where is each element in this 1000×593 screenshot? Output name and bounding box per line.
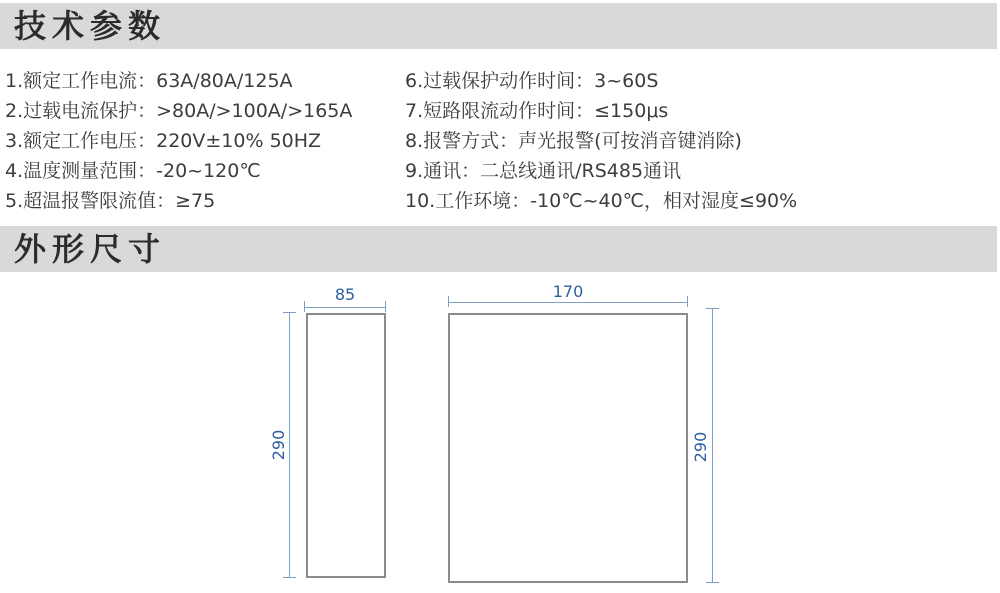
- front-view-height-label: 290: [691, 431, 710, 463]
- param-item: 9.通讯：二总线通讯/RS485通讯: [405, 160, 682, 182]
- dim-tick: [283, 312, 296, 313]
- side-view-outline: [306, 313, 386, 578]
- param-item: 5.超温报警限流值：≥75: [5, 190, 216, 212]
- param-item: 4.温度测量范围：-20~120℃: [5, 160, 261, 182]
- dim-tick: [283, 577, 296, 578]
- section-header-tech-params: [0, 3, 997, 49]
- tech-params-left-column: [5, 66, 352, 216]
- param-item: 3.额定工作电压：220V±10% 50HZ: [5, 130, 322, 152]
- front-view-width-label: 170: [552, 282, 584, 301]
- tech-params-right-column: [405, 66, 797, 216]
- side-view-height-label: 290: [269, 429, 288, 461]
- front-view-outline: [448, 313, 688, 583]
- side-view-width-label: 85: [334, 285, 356, 304]
- section-header-outline-dims: [0, 226, 997, 272]
- side-view-width-dim-line: [304, 307, 386, 308]
- front-view-width-dim-line: [448, 302, 688, 303]
- param-item: 8.报警方式：声光报警(可按消音键消除): [405, 130, 742, 152]
- param-item: 1.额定工作电流：63A/80A/125A: [5, 70, 293, 92]
- param-item: 6.过载保护动作时间：3~60S: [405, 70, 659, 92]
- tech-params-title: 技术参数: [14, 7, 167, 45]
- dim-tick: [706, 582, 719, 583]
- param-item: 10.工作环境：-10℃~40℃，相对湿度≤90%: [405, 190, 798, 212]
- param-item: 7.短路限流动作时间：≤150μs: [405, 100, 669, 122]
- outline-dims-title: 外形尺寸: [14, 230, 167, 268]
- param-item: 2.过载电流保护：>80A/>100A/>165A: [5, 100, 353, 122]
- dim-tick: [706, 308, 719, 309]
